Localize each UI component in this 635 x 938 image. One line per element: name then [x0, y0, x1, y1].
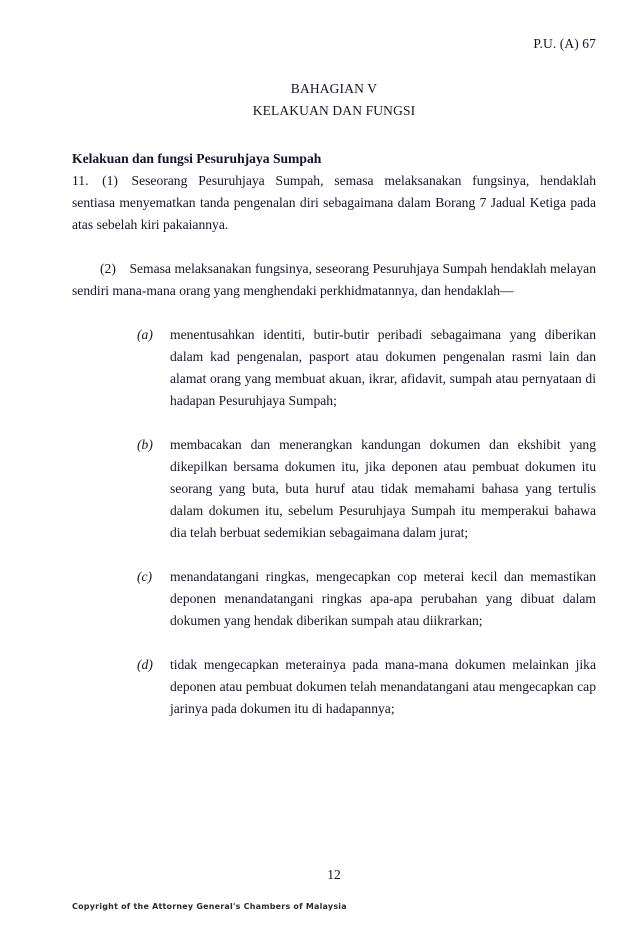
list-item [137, 566, 596, 632]
copyright-notice: Copyright of the Attorney General's Chambers of Malaysia [72, 901, 347, 911]
page-number: 12 [327, 867, 341, 882]
list-item-label-a: (a) [137, 327, 153, 342]
running-header: P.U. (A) 67 [533, 36, 596, 51]
list-item [137, 654, 596, 720]
lettered-list [72, 324, 596, 720]
list-item [137, 434, 596, 544]
part-number-line: BAHAGIAN V [290, 81, 378, 96]
paragraph-11-2: (2) Semasa melaksanakan fungsinya, seseorang Pesuruhjaya Sumpah hendaklah melayan sendiri mana-mana orang yang menghendaki perkhidmatannya, dan hendaklah— [72, 261, 596, 298]
list-item-label-d: (d) [137, 657, 153, 672]
list-item-text-c: menandatangani ringkas, mengecapkan cop meterai kecil dan memastikan deponen menandatangani ringkas apa-apa perubahan yang dibuat dalam dokumen yang hendak diberikan sumpah atau diikrarkan; [170, 569, 596, 628]
list-item-text-a: menentusahkan identiti, butir-butir peribadi sebagaimana yang diberikan dalam kad pengenalan, pasport atau dokumen pengenalan rasmi lain dan alamat orang yang membuat akuan, ikrar, afidavit, sumpah atau pernyataan di hadapan Pesuruhjaya Sumpah; [170, 327, 596, 408]
paragraph-11-1: 11. (1) Seseorang Pesuruhjaya Sumpah, semasa melaksanakan fungsinya, hendaklah sentiasa menyematkan tanda pengenalan diri sebagaimana dalam Borang 7 Jadual Ketiga pada atas sebelah kiri pakaiannya. [72, 173, 596, 232]
list-item-text-d: tidak mengecapkan meterainya pada mana-mana dokumen melainkan jika deponen atau pembuat dokumen telah menandatangani atau mengecapkan cap jarinya pada dokumen itu di hadapannya; [170, 657, 596, 716]
list-item-label-b: (b) [137, 437, 153, 452]
part-title-line: KELAKUAN DAN FUNGSI [252, 103, 416, 118]
part-title-block [72, 78, 596, 122]
list-item-text-b: membacakan dan menerangkan kandungan dokumen dan ekshibit yang dikepilkan bersama dokumen itu, jika deponen atau pembuat dokumen itu seorang yang buta, buta huruf atau tidak memahami bahasa yang tertulis dalam dokumen itu, sebelum Pesuruhjaya Sumpah itu memperakui bahawa dia telah berbuat sedemikian sebagaimana dalam jurat; [170, 437, 596, 540]
list-item [137, 324, 596, 412]
list-item-label-c: (c) [137, 569, 153, 584]
body-content [72, 148, 596, 720]
section-heading: Kelakuan dan fungsi Pesuruhjaya Sumpah [72, 151, 322, 166]
